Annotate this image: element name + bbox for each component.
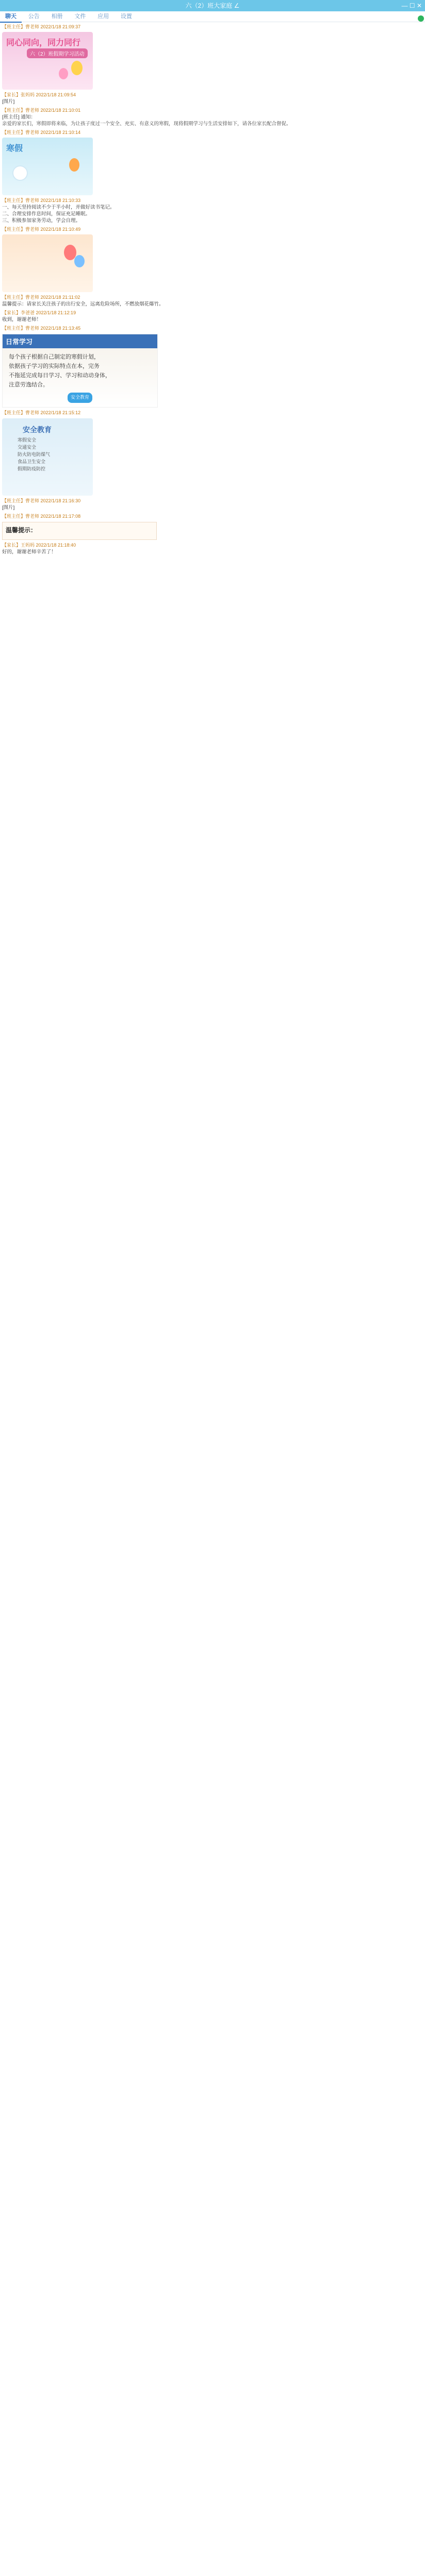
message-meta: 【班主任】曹老师 2022/1/18 21:13:45 — [2, 326, 81, 331]
safety-item: 交通安全 — [18, 445, 37, 450]
safety-item: 假期防疫防控 — [18, 467, 46, 472]
message-text: [图片] — [2, 505, 15, 511]
message-text: 收到，谢谢老师！ — [2, 317, 42, 323]
message-text: 好的，谢谢老师辛苦了！ — [2, 549, 56, 555]
balloon-icon — [59, 68, 68, 79]
activity-poster-image[interactable] — [2, 234, 93, 292]
safety-badge: 安全教育 — [68, 393, 92, 403]
message-meta: 【班主任】曹老师 2022/1/18 21:11:02 — [2, 295, 80, 300]
message-text: 温馨提示：请家长关注孩子的出行安全，远离危险场所，不燃放烟花爆竹。 — [2, 301, 164, 307]
message-meta: 【班主任】曹老师 2022/1/18 21:15:12 — [2, 410, 81, 415]
study-line: 每个孩子根据自己制定的寒假计划， — [9, 353, 100, 360]
chat-message — [2, 107, 410, 127]
study-card[interactable] — [2, 334, 158, 408]
poster-image[interactable] — [2, 32, 93, 90]
chat-message — [2, 294, 410, 308]
message-meta: 【班主任】曹老师 2022/1/18 21:10:33 — [2, 198, 81, 203]
chat-message — [2, 92, 410, 105]
study-line: 依据孩子学习的实际特点在本，完务 — [9, 363, 100, 369]
poster-subtitle: 六（2）班假期学习活动 — [27, 48, 88, 58]
chat-message — [2, 325, 410, 408]
chat-message — [2, 542, 410, 555]
chat-message — [2, 24, 410, 90]
safety-item: 防火防电防煤气 — [18, 452, 51, 457]
safety-poster-image[interactable] — [2, 418, 93, 496]
online-status-icon — [418, 15, 424, 22]
safety-item: 食品卫生安全 — [18, 460, 46, 465]
message-meta: 【班主任】曹老师 2022/1/18 21:17:08 — [2, 514, 81, 519]
window-title: 六（2）班大家庭 ∠ — [185, 2, 240, 9]
study-line: 注意劳逸结合。 — [9, 381, 48, 388]
message-meta: 【班主任】曹老师 2022/1/18 21:16:30 — [2, 498, 81, 503]
tab-files[interactable]: 文件 — [74, 13, 86, 20]
message-text: [班主任] 通知： — [2, 114, 36, 120]
chat-feed — [2, 24, 410, 557]
chat-message — [2, 197, 410, 224]
chat-message — [2, 226, 410, 292]
chat-message — [2, 310, 410, 323]
tip-header: 温馨提示： — [6, 527, 37, 534]
message-text: 一、每天坚持阅读不少于半小时，并做好读书笔记。 — [2, 205, 115, 210]
study-card-body — [3, 348, 157, 407]
message-meta: 【班主任】曹老师 2022/1/18 21:10:14 — [2, 130, 81, 135]
balloon-icon — [74, 255, 85, 267]
chat-message — [2, 410, 410, 496]
message-text: 三、积极参加家务劳动，学会自理。 — [2, 218, 81, 224]
safety-item: 寒假安全 — [18, 438, 37, 443]
poster-title: 同心同向，同力同行 — [6, 39, 81, 47]
message-meta: 【家长】张妈妈 2022/1/18 21:09:54 — [2, 92, 76, 97]
message-meta: 【家长】王妈妈 2022/1/18 21:18:40 — [2, 543, 76, 548]
balloon-icon — [71, 61, 83, 75]
safety-list — [18, 437, 50, 473]
message-meta: 【班主任】曹老师 2022/1/18 21:10:01 — [2, 108, 81, 113]
chat-message — [2, 498, 410, 511]
message-meta: 【班主任】曹老师 2022/1/18 21:09:37 — [2, 24, 81, 29]
message-text: 二、合理安排作息时间，保证充足睡眠。 — [2, 211, 91, 217]
message-text: [图片] — [2, 99, 15, 105]
poster-title: 寒假 — [6, 144, 23, 153]
tab-chat[interactable]: 聊天 — [0, 11, 22, 23]
tab-notice[interactable]: 公告 — [28, 13, 40, 20]
winter-poster-image[interactable] — [2, 138, 93, 195]
tab-settings[interactable]: 设置 — [120, 13, 132, 20]
tab-bar — [0, 11, 425, 22]
safety-title: 安全教育 — [23, 426, 52, 434]
window-controls[interactable]: — ☐ ✕ — [401, 2, 422, 9]
balloon-icon — [69, 158, 79, 172]
snowman-icon — [12, 165, 28, 181]
chat-message — [2, 513, 410, 540]
window-titlebar — [0, 0, 425, 11]
tip-card[interactable] — [2, 522, 157, 540]
chat-message — [2, 129, 410, 195]
study-card-header: 日常学习 — [3, 334, 157, 348]
tab-apps[interactable]: 应用 — [97, 13, 109, 20]
tab-album[interactable]: 相册 — [51, 13, 63, 20]
message-meta: 【家长】李爸爸 2022/1/18 21:12:19 — [2, 310, 76, 315]
study-line: 不拖延完成每日学习、学习和动动身体， — [9, 372, 111, 379]
message-meta: 【班主任】曹老师 2022/1/18 21:10:49 — [2, 227, 81, 232]
message-text: 亲爱的家长们，寒假即将来临，为让孩子度过一个安全、充实、有意义的寒假，现将假期学习与生活安排如下，请各位家长配合督促。 — [2, 121, 291, 127]
